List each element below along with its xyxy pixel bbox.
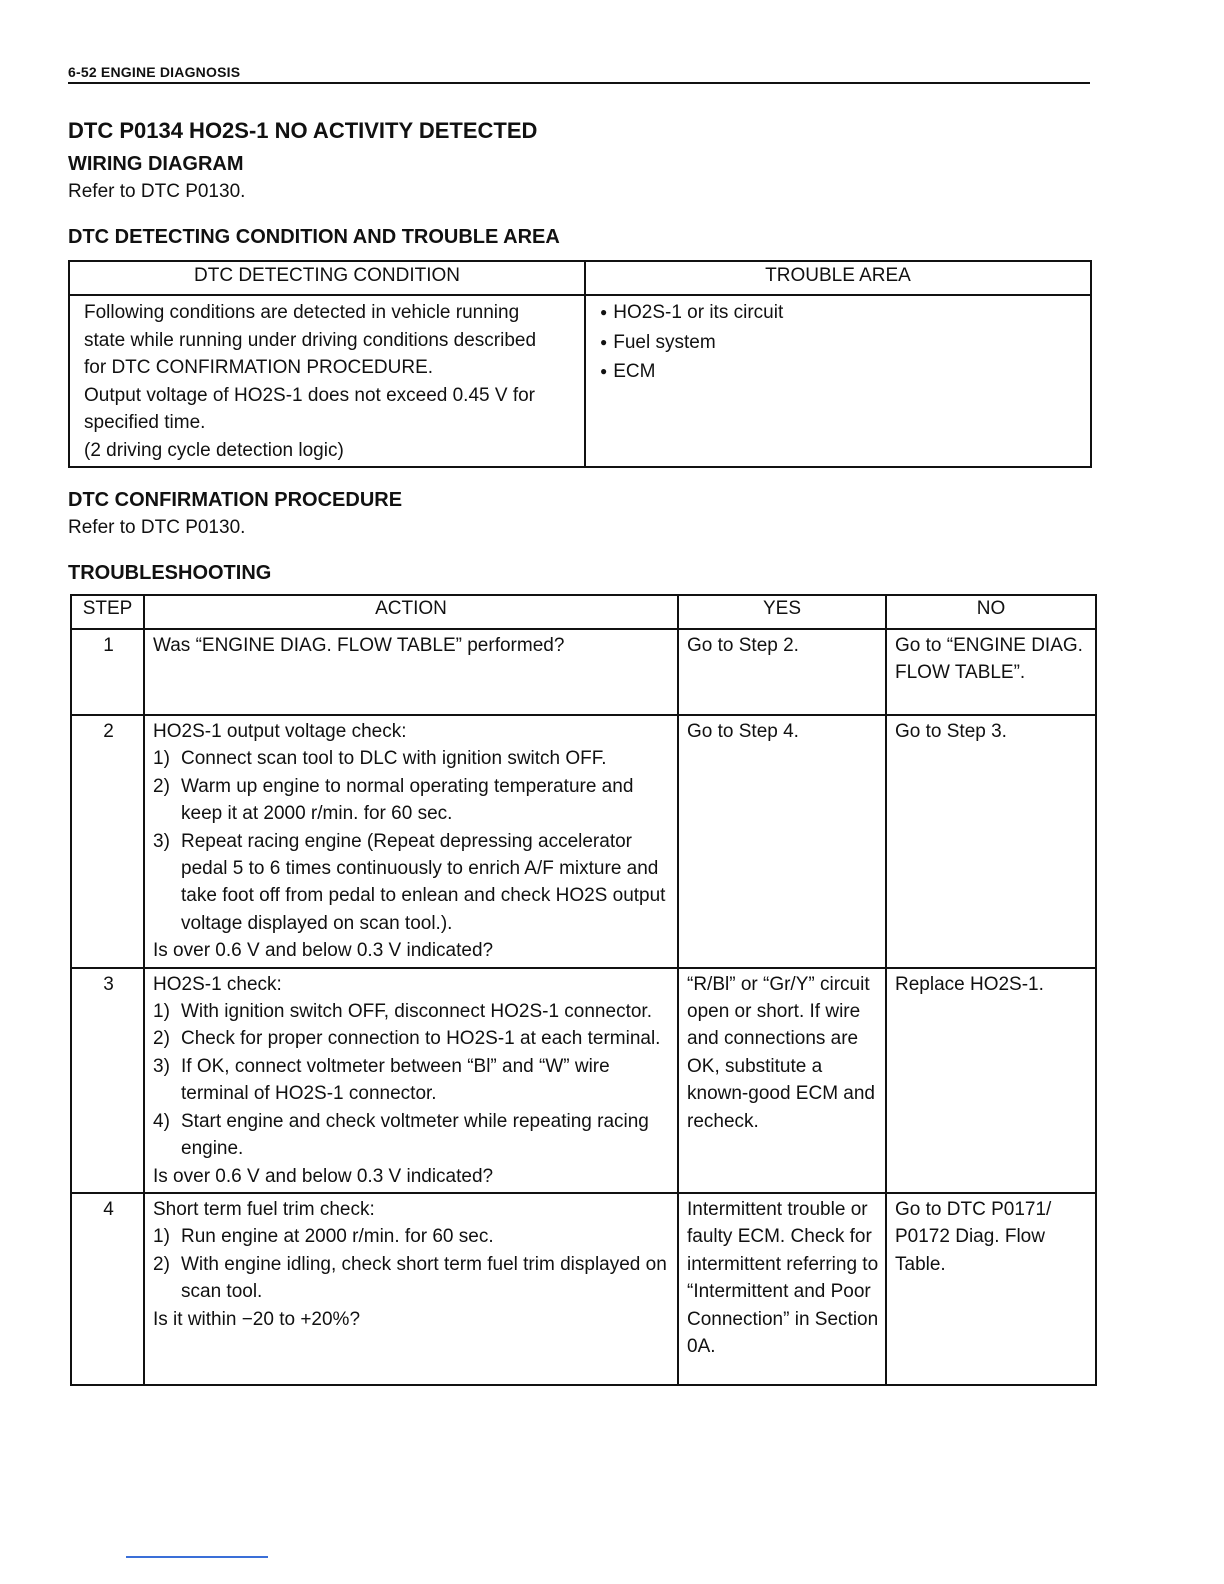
table-row (71, 629, 1096, 715)
trouble-area-item: ● Fuel system (600, 329, 1080, 359)
substep-number: 2) (153, 775, 170, 797)
substep (153, 1251, 671, 1306)
substep-number: 4) (153, 1110, 170, 1132)
step-number: 3 (71, 968, 144, 1193)
detecting-condition-table (68, 260, 1092, 468)
substep-number: 1) (153, 1001, 170, 1023)
confirmation-text: Refer to DTC P0130. (68, 517, 246, 538)
action-cell (144, 629, 678, 715)
no-cell: Go to DTC P0171/ P0172 Diag. Flow Table. (886, 1193, 1096, 1385)
action-question: Is over 0.6 V and below 0.3 V indicated? (153, 940, 494, 962)
col-header-step: STEP (71, 595, 144, 629)
substep (153, 828, 671, 938)
substep-text: Check for proper connection to HO2S-1 at each terminal. (181, 1028, 661, 1050)
yes-cell: “R/Bl” or “Gr/Y” circuit open or short. If wire and connections are OK, substitute a known-good ECM and recheck. (678, 968, 886, 1193)
substep (153, 998, 671, 1025)
step-number: 2 (71, 715, 144, 968)
col-header-condition: DTC DETECTING CONDITION (69, 261, 585, 295)
condition-line: state while running under driving conditions described (84, 329, 537, 351)
action-title: HO2S-1 output voltage check: (153, 721, 407, 742)
condition-line: Output voltage of HO2S-1 does not exceed 0.45 V for (84, 384, 535, 406)
substep-text: With engine idling, check short term fuel trim displayed on scan tool. (181, 1253, 667, 1303)
table-row (71, 1193, 1096, 1385)
action-title: HO2S-1 check: (153, 973, 282, 995)
no-cell: Replace HO2S-1. (886, 968, 1096, 1193)
col-header-yes: YES (678, 595, 886, 629)
substep-number: 1) (153, 1226, 170, 1248)
substep-text: Repeat racing engine (Repeat depressing accelerator pedal 5 to 6 times continuously to enrich A/F mixture and take foot off from pedal to enlean and check HO2S output voltage displayed on scan tool.). (181, 830, 666, 934)
col-header-no: NO (886, 595, 1096, 629)
no-cell: Go to Step 3. (886, 715, 1096, 968)
condition-line: for DTC CONFIRMATION PROCEDURE. (84, 357, 434, 378)
substep-number: 3) (153, 1055, 170, 1077)
yes-cell: Go to Step 4. (678, 715, 886, 968)
action-title: Was “ENGINE DIAG. FLOW TABLE” performed? (153, 635, 565, 656)
action-cell (144, 715, 678, 968)
col-header-trouble-area: TROUBLE AREA (585, 261, 1091, 295)
troubleshooting-table (70, 594, 1097, 1386)
confirmation-heading: DTC CONFIRMATION PROCEDURE (68, 489, 403, 511)
yes-cell: Intermittent trouble or faulty ECM. Check for intermittent referring to “Intermittent and Poor Connection” in Section 0A. (678, 1193, 886, 1385)
troubleshooting-heading: TROUBLESHOOTING (68, 562, 272, 584)
substep-text: Connect scan tool to DLC with ignition switch OFF. (181, 748, 607, 770)
action-question: Is it within −20 to +20%? (153, 1308, 361, 1330)
action-question: Is over 0.6 V and below 0.3 V indicated? (153, 1165, 494, 1187)
trouble-area-item: ● HO2S-1 or its circuit (600, 299, 1080, 329)
substep-number: 1) (153, 748, 170, 770)
substep-text: Run engine at 2000 r/min. for 60 sec. (181, 1226, 494, 1248)
step-number: 1 (71, 629, 144, 715)
action-cell (144, 968, 678, 1193)
substep (153, 773, 671, 828)
footer-rule (126, 1556, 268, 1558)
step-number: 4 (71, 1193, 144, 1385)
action-cell (144, 1193, 678, 1385)
condition-cell (69, 295, 585, 467)
substep (153, 1025, 671, 1052)
condition-line: Following conditions are detected in vehicle running (84, 302, 520, 323)
trouble-area-cell (585, 295, 1091, 467)
condition-line: specified time. (84, 412, 206, 433)
substep-text: If OK, connect voltmeter between “Bl” and “W” wire terminal of HO2S-1 connector. (181, 1055, 610, 1105)
substep-number: 2) (153, 1028, 170, 1050)
table-row (71, 968, 1096, 1193)
yes-cell: Go to Step 2. (678, 629, 886, 715)
action-title: Short term fuel trim check: (153, 1198, 375, 1220)
wiring-diagram-text: Refer to DTC P0130. (68, 181, 246, 202)
troubleshooting-body (71, 629, 1096, 1385)
substep-number: 2) (153, 1253, 170, 1275)
trouble-area-item: ● ECM (600, 358, 1080, 388)
col-header-action: ACTION (144, 595, 678, 629)
substep-number: 3) (153, 830, 170, 852)
wiring-diagram-heading: WIRING DIAGRAM (68, 153, 244, 175)
substep (153, 1223, 671, 1250)
substep (153, 745, 671, 772)
substep-text: With ignition switch OFF, disconnect HO2S-1 connector. (181, 1001, 652, 1023)
no-cell: Go to “ENGINE DIAG. FLOW TABLE”. (886, 629, 1096, 715)
page-header: 6-52 ENGINE DIAGNOSIS (68, 64, 1090, 84)
substep (153, 1053, 671, 1108)
table-row (71, 715, 1096, 968)
substep-text: Start engine and check voltmeter while repeating racing engine. (181, 1110, 649, 1160)
condition-line: (2 driving cycle detection logic) (84, 439, 344, 461)
page-title: DTC P0134 HO2S-1 NO ACTIVITY DETECTED (68, 118, 538, 143)
detecting-heading: DTC DETECTING CONDITION AND TROUBLE AREA (68, 226, 560, 248)
substep-text: Warm up engine to normal operating temperature and keep it at 2000 r/min. for 60 sec. (181, 775, 634, 825)
substep (153, 1108, 671, 1163)
